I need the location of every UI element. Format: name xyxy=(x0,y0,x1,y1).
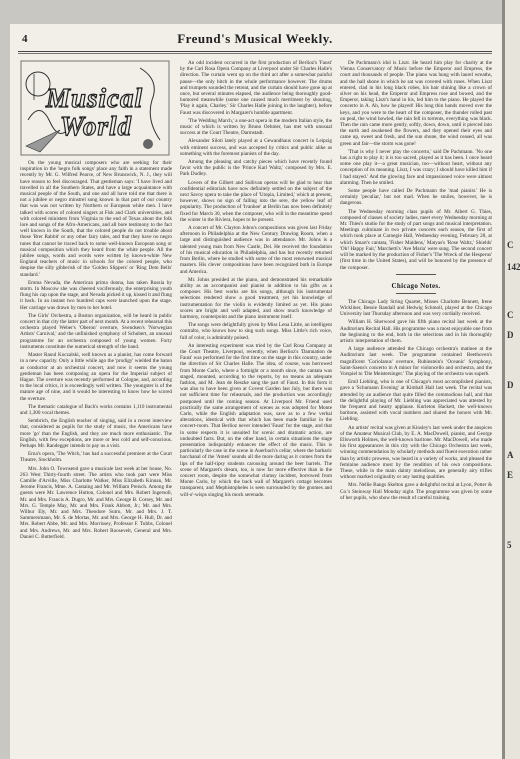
article-paragraph: An odd incident occurred in the first production of Berlioz's 'Faust' by the Carl Rosa Opera Company at Liverpool under Sir Charles Halle's direction. The curtain went up on the third act after a somewhat painful pause—the only hitch in the whole performance however. The drums and trumpets sounded the retreat, and the curtain should have gone up at once, but several minutes elapsed, the audience being thoroughly good-humored meanwhile (some one caused much merriment by shouting, 'Play it again, Charley.' Sir Charles Halle joining in the laughter), before Faust was discovered in Margaret's humble apartment. xyxy=(180,60,332,116)
article-paragraph: Erna's opera, 'The Witch,' has had a successful premiere at the Court Theatre, Stockholm. xyxy=(20,451,172,464)
article-paragraph: An interesting experiment was tried by the Carl Rosa Company at the Court Theatre, Liverpool, recently, when Berlioz's 'Damnation de Faust' was performed for the first time on the stage in this country, under the direction of Sir Charles Halle. The idea, of course, was borrowed from Monte Carlo, where a fortnight or a month since, the cantata was staged, mounted, according to the reports, by no means an adequate fashion, and M. Jean de Reszke sang the part of Faust. In this form it was also to have been given at Covent Garden last July, but there was not sufficient time for rehearsals, and the production was accordingly postponed until the coming season. At Liverpool Mr. Friend used practically the same arrangement of scenes as was adopted for Monte Carlo, while the English adaptation was, save as to a few verbal alterations, identical with that which has been made familiar in the concert-room. That Berlioz never intended 'Faust' for the stage, and that in some respects it is unsuited for scenic and dramatic action, are undoubted facts. But, on the other hand, in certain situations the stage presentation indisputably enhances the effect of the music. This is particularly the case in the scene in Auerbach's cellar, where the barbaric bacchanal of the 'Amen' sounds all the more daring as it comes from the lips of the half-tipsy students carousing around the beer barrels. The scene of Margaret's dream, too, is now far more effective than in the concert room, despite the somewhat clumsy incident, borrowed from Monte Carlo, by which the back wall of Margaret's cottage becomes transparent, and Mephistopheles is seen surrounded by the gnomes and will-o'-wisps singing his mock serenade. xyxy=(180,342,332,498)
article-paragraph: Emil Liebling, who is one of Chicago's most accomplished pianists, gave a 'Schumann Evening' at Kimball Hall last week. The recital was attended by an audience that quite filled the commodious hall, and that the delightful playing of Mr. Liebling was appreciated was attested by the frequent and hearty applause. Kurleton Hackett, the well-known baritone, assisted with vocal numbers and shared the honors with Mr. Liebling. xyxy=(340,379,492,423)
article-paragraph: On the young musical composers who are seeking for their inspiration in the 'negro folk songs' place any faith in a statement made recently by Mr. G. Wilfred Pearce, of New Brunswick, N. J., they will have reason to feel discouraged. That gentleman says: 'I have lived and travelled in all the Southern States, and have a large acquaintance with musical people of the South, and one and all have told me that there is not a jubilee or negro minstrel song known in that part of our country that was was not written by Northern or European white men. I have talked with scores of colored singers at Fisk and Clark universities, and with colored ministers from Virginia to the end of Texas about the folk lore and songs of the Afro-Americans, and all bore testimony to the fact well known in the South, that the colored people do not trouble about those 'Brer Rabbit' or any other fairy tales, and that they have no negro tunes that cannot be traced back to some well-known European song or musical composition which they heard from the white people. All the jubilee songs, words and words were written by known-white New England teachers of music in schools for the colored people, who despise the silly gibberish of the 'Golden Slippers' or 'Ring Dem Bells' standard.' xyxy=(20,160,172,278)
column-1 xyxy=(20,60,172,750)
masthead: Freund's Musical Weekly. xyxy=(177,31,333,46)
adjacent-page-fragment: D xyxy=(507,380,514,390)
article-paragraph: Lovers of the Gilbert and Sullivan operas will be glad to hear that confidential editorials have now definitely settled on the subject of the next Savoy opera to take the place of 'Utopia, Limited,' which at present, however, shows no sign of falling into the sere, the yellow leaf of popularity. The production of 'Ivanhoe' at Berlin has now been definitely fixed for March 30, when the composer, who will in the meantime spend the winter in the Riviera, hopes to be present. xyxy=(180,179,332,223)
newspaper-page xyxy=(10,24,502,759)
logo-wordmark xyxy=(46,84,156,140)
article-paragraph: Mrs. Nellie Bangs Skelton gave a delightful recital at Lyon, Potter & Co.'s Steinway Hall Monday night. The programme was given by some of her pupils, who show the result of careful training. xyxy=(340,482,492,501)
article-paragraph: Alexander Siloti lately played at a Gewandhaus concert in Leipzig with eminent success, and was accepted by critics and public alike as something with the foremost pianists of the day. xyxy=(180,138,332,157)
logo-line2: World xyxy=(60,111,133,141)
adjacent-page-fragment: A xyxy=(507,450,514,460)
article-paragraph: The thematic catalogue of Bach's works contains 1,110 instrumental and 1,300 vocal themes. xyxy=(20,403,172,416)
page-number: 4 xyxy=(22,33,28,45)
adjacent-page-fragment: C xyxy=(507,240,514,250)
adjacent-page-edge xyxy=(502,0,520,759)
adjacent-page-fragment: E xyxy=(507,470,514,480)
article-paragraph: The Wednesday morning class pupils of Mr. Albert G. Thies, composed of classes of society ladies, meet every Wednesday morning at Mr. Thies's studio for the study of part songs and musical interpretation. Meetings culminate in two private concerts each season, the first of which took place at Carnegie Hall, Wednesday evening, February 28, at which Smart's cantata, 'Fisher Maidens,' Matyas's 'Rose Waltz,' Shields' 'Oh! Happy Fair,' Marchetti's 'Ave Maria' were sung. The second concert will be marked by the production of Fisher's 'The Wreck of the Hesperus' (first time in the United States), and will be honored by the presence of the composer. xyxy=(340,208,492,271)
article-paragraph: A concert of Mr. Clayton Johns's compositions was given last Friday afternoon in Philadelphia at the New Century Drawing Room, when a large and distinguished audience was in attendance. Mr. Johns is a talented young man from New Castle, Del. He received the foundation of his musical education in Philadelphia, and has but recently returned from Berlin, where he studied with some of the most renowned musical masters. His clever compositions have been recognized both in Europe and America. xyxy=(180,225,332,275)
article-paragraph: A large audience attended the Chicago orchestra's matinee at the Auditorium last week. The programme contained Beethoven's magnificent 'Coriolanus' overture, Rubinstein's 'Oceanic' Symphony, Saint-Saens's concerto in A minor for violoncello and orchestra, and the Vorspiel to 'Die Meistersinger.' The playing of the orchestra was superb. xyxy=(340,346,492,377)
adjacent-page-fragment: 142 xyxy=(507,262,520,272)
article-paragraph: Master Raoul Koczalski, well known as a pianist, has come forward in a new capacity. Only a little while ago the 'prodigy' wielded the baton as conductor at an orchestral concert, and now it seems the young gentleman has been composing an opera for the Imperial subject of Hague. The overture was recently performed at Cologne, and, according to the local critics, it is exceedingly well written. The youngster is of the mature age of nine, and it would be interesting to know how he scored the overture. xyxy=(20,352,172,402)
article-paragraph: The songs were delightfully given by Miss Lena Little, an intelligent contralto, who knows how to sing such songs. Miss Little's rich voice, full of color, is admirably poised. xyxy=(180,322,332,341)
musical-world-logo xyxy=(20,60,170,156)
header-rule-secondary xyxy=(18,53,492,54)
article-paragraph: The Chicago Lady String Quartet, Misses Charlotte Bennett, Irene Wickliner, Bessie Randall and Hedwig Schmoll, played at the Chicago University last Thursday afternoon and was very cordially received. xyxy=(340,298,492,318)
article-paragraph: Mr. Johns presided at the piano, and demonstrated his remarkable ability as an accompanist and pianist in addition to his gifts as a composer. His best works are his songs, although his instrumental selections rendered show a good treatment, yet his knowledge of instrumentation for the violin is evidently limited as yet. His piano scores are bright and well adapted, and show much knowledge of harmony, counterpoint and the piano instrument itself. xyxy=(180,276,332,320)
article-paragraph: Emma Nevada, the American prima donna, has taken Russia by storm. In Moscow she was cheered vociferously, the enterprising youth flung his cap upon the stage, and Nevada picked it up, kissed it and flung it back. In an instant two hundred caps were launched upon the stage. Her carriage was drawn by men to her hotel. xyxy=(20,279,172,311)
article-paragraph: An artists' recital was given at Kinsley's last week under the auspices of the Amateur Musical Club, by E. A. MacDowell, pianist, and George Ellsworth Holmes, the well-known baritone. Mr. MacDowell, who made his first appearances in this city with the Chicago Orchestra last week, winning commendation by scholarly methods and fluent execution rather than by artistic prowess, was heard in a variety of works, and pleased the feminine audience most by the rendition of his own compositions. These, while in the main dainty melodious, are generally airy trifles without marked originality or any lasting qualities. xyxy=(340,424,492,481)
adjacent-page-fragment: 5 xyxy=(507,540,512,550)
article-paragraph: 'The Wedding March,' a one-act opera in the modern Italian style, the music of which is written by Bruno Oehmer, has met with unusual success at the Court Theatre, Darmstadt. xyxy=(180,117,332,137)
adjacent-page-fragment: C xyxy=(507,310,514,320)
adjacent-page-fragment: D xyxy=(507,330,514,340)
article-paragraph: The Girls' Orchestra, a Boston organization, will be heard in public concert in that city the latter part of next month. At a recent rehearsal this orchestra played Weber's 'Oberon' overture, Svendsen's 'Norwegian Artists' Carnival,' and the unfinished symphony of Schubert, an unusual programme for an orchestra composed of young women. Forty instruments constitute the numerical strength of the band. xyxy=(20,312,172,350)
column-2 xyxy=(180,60,332,750)
article-paragraph: 'That is why I never play the concerto,' said De Pachmann. 'No one has a right to play it; it is too sacred, played as it has been. I once heard some one play it—a great musician, too—without heart, without any conception of its meaning. Liszt, I was crazy; I should have killed him if I had stayed.' And the glowing face and impassioned voice were almost alarming. Then he smiled. xyxy=(340,148,492,186)
article-paragraph: Mrs. John O. Townsend gave a musicale last week at her house, No. 263 West Thirty-fourth street. The artists who took part were Miss Camille d'Arville, Miss Charlotte Walker, Miss Elizabeth Kinnan, Mr. Jerome Francis, Mme. A. Castaing and Mr. William Preisch. Among the guests were Mr. Lawrence Hutton, Colonel and Mrs. Robert Ingersoll, Mr. and Mrs. Francis A. Dugro, Mr. and Mrs. George B. Corsey, Mr. and Mrs. G. Temple May, Mr. and Mrs. Frank Abbott, Jr.; Mr. and Mrs. Wilbur Ely, Mr. and Mrs. Theodore Sutro, Mr. and Mrs. J. T. Sammersmann, Mr. S. de Mortas, Mr. and Mrs. George H. Hull, Dr. and Mrs. Robert Abbe, Mr. and Mrs. Morrissey, Professor F. Tubbs, Colonel and Mrs. Andrews, Mr. and Mrs. Robert Roosevelt, General and Mrs. Daniel C. Butterfield. xyxy=(20,465,172,540)
header-rule xyxy=(18,51,492,52)
article-paragraph: Sembrich, the English teacher of singing, said in a recent interview that, considered as pupils for the study of music, the Americans have more 'go' than the English, and they are much more enthusiastic. The English, with few exceptions, are more or less cold and self-conscious. Perhaps Mr. Randegger intends to pay us a visit. xyxy=(20,418,172,449)
article-paragraph: William H. Sherwood gave his fifth piano recital last week at the Auditorium Recital Hall. His programme was a most enjoyable one from the beginning to the end, both in the selections and in his thoroughly artistic interpretation of them. xyxy=(340,319,492,344)
column-3 xyxy=(340,60,492,750)
article-paragraph: Some people have called De Pachmann the 'mad pianist.' He is certainly 'peculiar,' but not mad. When he smiles, however, he is dangerous. xyxy=(340,188,492,207)
article-paragraph: De Pachmann's idol is Liszt. He heard him play for charity at the Vienna Conservatory of Music before the Emperor and Empress, the court and thousands of people. The piano was hung with laurel wreaths, and the hall shone in which he sat was covered with roses. When Liszt entered, clad in his long black robes, his hair shining like a crown of silver on his head, the Emperor and Empress rose and bowed, and the Emperor, taking Liszt's hand in his, led him to the piano. He played the concerto in A. Ah, how he played! His long thin hands moved over the keys, and you were to the heart of the composer, the thunder rolled past on peal, the wind howled, the rain fell in torrents, everything was black. Then the rain came more gently, softly, down, down, until it pierced into the earth and awakened the flowers, and they opened their eyes and came up, sweet and fresh, and the sun shone, the wind ceased, all was green and fair—the storm was gone! xyxy=(340,60,492,147)
logo-line1: Musical xyxy=(46,83,144,113)
article-paragraph: Among the pleasing and catchy pieces which have recently found favor with the public is the 'Prince Karl Waltz,' composed by Mrs. E. Park Dudley. xyxy=(180,159,332,178)
section-divider xyxy=(396,274,436,275)
page-header xyxy=(18,28,492,48)
section-divider xyxy=(396,293,436,294)
chicago-notes-heading: Chicago Notes. xyxy=(391,281,441,290)
page-gutter xyxy=(502,0,505,759)
